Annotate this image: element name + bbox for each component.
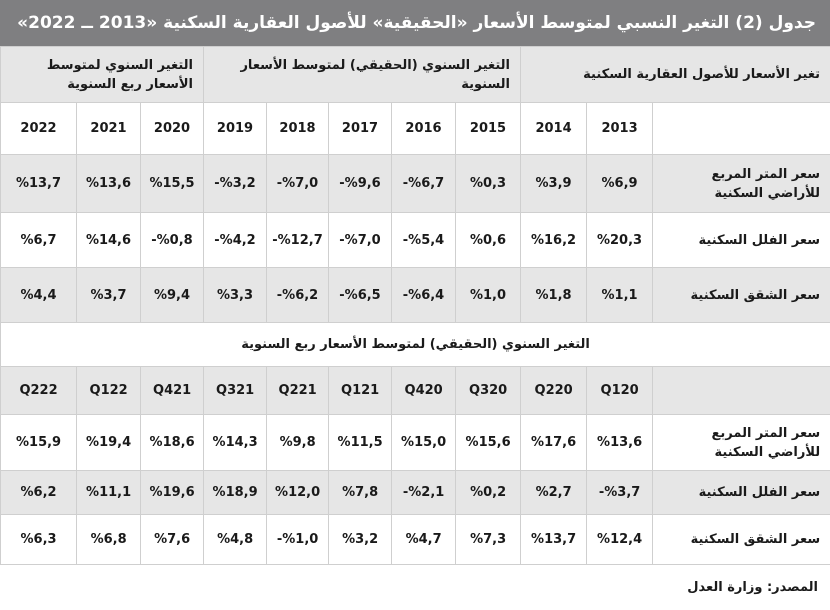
group-quarterly-header: التغير السنوي لمتوسط الأسعار ربع السنوية [1, 47, 204, 103]
value-cell: %9,8 [267, 415, 329, 471]
value-cell: -%6,2 [267, 268, 329, 323]
value-cell: -%6,5 [329, 268, 392, 323]
value-cell: %6,8 [77, 515, 141, 565]
value-cell: %3,3 [204, 268, 267, 323]
value-cell: %6,2 [1, 471, 77, 515]
value-cell: %0,6 [456, 213, 521, 268]
group-header-row [1, 47, 830, 103]
value-cell: %4,8 [204, 515, 267, 565]
quarter-header: Q220 [521, 367, 587, 415]
empty-corner-cell [653, 103, 830, 155]
value-cell: -%6,4 [392, 268, 456, 323]
value-cell: %7,8 [329, 471, 392, 515]
quarter-header: Q320 [456, 367, 521, 415]
year-header: 2021 [77, 103, 141, 155]
quarterly-table [0, 322, 830, 565]
value-cell: -%2,1 [392, 471, 456, 515]
value-cell: -%1,0 [267, 515, 329, 565]
value-cell: -%3,7 [587, 471, 653, 515]
value-cell: %15,0 [392, 415, 456, 471]
row-label: سعر الشقق السكنية [653, 515, 830, 565]
quarter-header: Q421 [141, 367, 204, 415]
value-cell: -%4,2 [204, 213, 267, 268]
table-row [1, 515, 830, 565]
value-cell: -%5,4 [392, 213, 456, 268]
value-cell: -%0,8 [141, 213, 204, 268]
quarter-header-row [1, 367, 830, 415]
value-cell: %1,0 [456, 268, 521, 323]
row-label: سعر الشقق السكنية [653, 268, 830, 323]
year-header: 2017 [329, 103, 392, 155]
quarter-header: Q122 [77, 367, 141, 415]
value-cell: %18,6 [141, 415, 204, 471]
value-cell: %6,3 [1, 515, 77, 565]
year-header: 2016 [392, 103, 456, 155]
value-cell: %17,6 [521, 415, 587, 471]
value-cell: %4,7 [392, 515, 456, 565]
section-header-row [1, 323, 830, 367]
value-cell: %13,6 [77, 155, 141, 213]
value-cell: -%7,0 [329, 213, 392, 268]
value-cell: %0,2 [456, 471, 521, 515]
value-cell: %14,3 [204, 415, 267, 471]
year-header: 2018 [267, 103, 329, 155]
value-cell: %12,4 [587, 515, 653, 565]
quarter-header: Q120 [587, 367, 653, 415]
value-cell: %3,7 [77, 268, 141, 323]
value-cell: %2,7 [521, 471, 587, 515]
row-label: سعر الفلل السكنية [653, 471, 830, 515]
source-note: المصدر: وزارة العدل [687, 580, 818, 595]
quarter-header: Q121 [329, 367, 392, 415]
value-cell: %4,4 [1, 268, 77, 323]
value-cell: %13,6 [587, 415, 653, 471]
table-row [1, 268, 830, 323]
value-cell: -%12,7 [267, 213, 329, 268]
corner-label: تغير الأسعار للأصول العقارية السكنية [521, 47, 830, 103]
row-label: سعر المتر المربع للأراضي السكنية [653, 155, 830, 213]
value-cell: %20,3 [587, 213, 653, 268]
value-cell: %7,6 [141, 515, 204, 565]
value-cell: %13,7 [1, 155, 77, 213]
year-header: 2019 [204, 103, 267, 155]
year-header: 2022 [1, 103, 77, 155]
value-cell: %13,7 [521, 515, 587, 565]
value-cell: %15,6 [456, 415, 521, 471]
table-row [1, 213, 830, 268]
value-cell: %11,5 [329, 415, 392, 471]
year-header: 2013 [587, 103, 653, 155]
value-cell: %18,9 [204, 471, 267, 515]
quarter-header: Q420 [392, 367, 456, 415]
table-row [1, 415, 830, 471]
value-cell: %6,7 [1, 213, 77, 268]
empty-corner-cell [653, 367, 830, 415]
value-cell: -%6,7 [392, 155, 456, 213]
row-label: سعر الفلل السكنية [653, 213, 830, 268]
value-cell: %6,9 [587, 155, 653, 213]
row-label: سعر المتر المربع للأراضي السكنية [653, 415, 830, 471]
quarterly-section-title: التغير السنوي (الحقيقي) لمتوسط الأسعار ربع السنوية [1, 323, 830, 367]
value-cell: %14,6 [77, 213, 141, 268]
value-cell: %12,0 [267, 471, 329, 515]
year-header: 2015 [456, 103, 521, 155]
quarter-header: Q321 [204, 367, 267, 415]
quarter-header: Q221 [267, 367, 329, 415]
table-row [1, 155, 830, 213]
value-cell: %11,1 [77, 471, 141, 515]
value-cell: %1,1 [587, 268, 653, 323]
value-cell: -%9,6 [329, 155, 392, 213]
value-cell: -%7,0 [267, 155, 329, 213]
table-title: جدول (2) التغير النسبي لمتوسط الأسعار «الحقيقية» للأصول العقارية السكنية «2013 ــ 2022» [0, 0, 830, 46]
quarter-header: Q222 [1, 367, 77, 415]
value-cell: %9,4 [141, 268, 204, 323]
year-header: 2014 [521, 103, 587, 155]
year-header-row [1, 103, 830, 155]
value-cell: %3,2 [329, 515, 392, 565]
value-cell: %19,6 [141, 471, 204, 515]
value-cell: %0,3 [456, 155, 521, 213]
table-row [1, 471, 830, 515]
value-cell: %16,2 [521, 213, 587, 268]
value-cell: %19,4 [77, 415, 141, 471]
value-cell: %15,5 [141, 155, 204, 213]
value-cell: %1,8 [521, 268, 587, 323]
value-cell: -%3,2 [204, 155, 267, 213]
value-cell: %7,3 [456, 515, 521, 565]
value-cell: %3,9 [521, 155, 587, 213]
value-cell: %15,9 [1, 415, 77, 471]
group-annual-header: التغير السنوي (الحقيقي) لمتوسط الأسعار السنوية [204, 47, 521, 103]
annual-table [0, 46, 830, 323]
year-header: 2020 [141, 103, 204, 155]
